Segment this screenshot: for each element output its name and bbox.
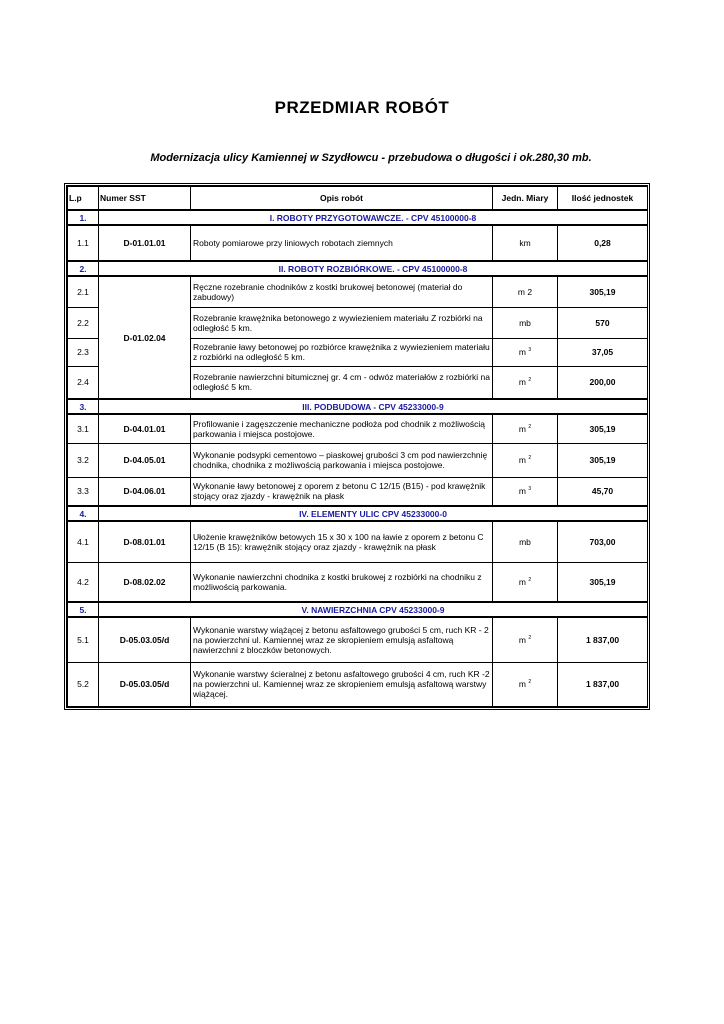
section-number: 3. <box>68 399 99 414</box>
row-unit <box>493 307 558 338</box>
row-description: Wykonanie ławy betonowej z oporem z betonu C 12/15 (B15) - pod krawężnik stojący oraz zjazdy - krawężnik na płask <box>191 477 493 506</box>
row-unit-exponent: 2 <box>528 377 532 384</box>
section-title: II. ROBOTY ROZBIÓRKOWE. - CPV 45100000-8 <box>99 261 648 276</box>
table-row <box>68 225 648 261</box>
row-description: Roboty pomiarowe przy liniowych robotach ziemnych <box>191 225 493 261</box>
row-lp: 4.2 <box>68 562 99 602</box>
row-unit-base: mb <box>519 536 531 547</box>
row-unit-exponent: 2 <box>528 423 532 430</box>
table-row <box>68 414 648 443</box>
header-quantity: Ilość jednostek <box>558 187 648 211</box>
row-unit-base: m <box>518 679 526 689</box>
row-quantity: 305,19 <box>558 276 648 307</box>
row-unit-base: m <box>518 455 526 465</box>
row-quantity: 703,00 <box>558 521 648 562</box>
row-unit-exponent: 2 <box>528 455 532 461</box>
table-row <box>68 443 648 477</box>
table-header-row <box>68 187 648 211</box>
table-row <box>68 276 648 307</box>
row-unit-base: m 2 <box>517 286 533 297</box>
row-sst: D-04.06.01 <box>99 477 191 506</box>
row-quantity: 1 837,00 <box>558 617 648 662</box>
row-sst: D-05.03.05/d <box>99 662 191 706</box>
row-lp: 2.1 <box>68 276 99 307</box>
row-sst: D-01.01.01 <box>99 225 191 261</box>
row-quantity: 45,70 <box>558 477 648 506</box>
row-description: Wykonanie podsypki cementowo – piaskowej grubości 3 cm pod nawierzchnię chodnika, chodnika z możliwością parkowania i miejsca postojowe. <box>191 443 493 477</box>
row-unit <box>493 338 558 366</box>
row-description: Wykonanie nawierzchni chodnika z kostki brukowej z rozbiórki na chodniku z możliwością parkowania. <box>191 562 493 602</box>
row-quantity: 305,19 <box>558 562 648 602</box>
row-lp: 2.2 <box>68 307 99 338</box>
header-lp: L.p <box>68 187 99 211</box>
row-unit-base: m <box>518 347 526 357</box>
section-number: 2. <box>68 261 99 276</box>
row-lp: 3.3 <box>68 477 99 506</box>
row-description: Rozebranie ławy betonowej po rozbiórce krawężnika z wywiezieniem materiału z rozbiórki na odległość 5 km. <box>191 338 493 366</box>
row-description: Wykonanie warstwy ścieralnej z betonu asfaltowego grubości 4 cm, ruch KR -2 na powierzchni ul. Kamiennej wraz ze skropieniem emulsją asfaltową warstwy wiążącej. <box>191 662 493 706</box>
row-unit-base: m <box>518 423 526 434</box>
section-row <box>68 399 648 414</box>
row-unit-base: m <box>518 377 526 388</box>
row-description: Rozebranie nawierzchni bitumicznej gr. 4 cm - odwóz materiałów z rozbiórki na odległość 5 km. <box>191 366 493 399</box>
row-sst: D-05.03.05/d <box>99 617 191 662</box>
row-unit <box>493 562 558 602</box>
row-unit <box>493 477 558 506</box>
row-quantity: 37,05 <box>558 338 648 366</box>
row-quantity: 305,19 <box>558 443 648 477</box>
section-number: 5. <box>68 602 99 617</box>
row-sst: D-08.01.01 <box>99 521 191 562</box>
table-row <box>68 617 648 662</box>
row-quantity: 0,28 <box>558 225 648 261</box>
document-title: PRZEDMIAR ROBÓT <box>274 98 450 117</box>
row-unit <box>493 443 558 477</box>
row-unit-exponent: 2 <box>528 576 532 583</box>
section-row <box>68 506 648 521</box>
row-quantity: 200,00 <box>558 366 648 399</box>
header-sst: Numer SST <box>99 187 191 211</box>
row-unit <box>493 414 558 443</box>
row-description: Profilowanie i zagęszczenie mechaniczne podłoża pod chodnik z możliwością parkowania i miejsca postojowe. <box>191 414 493 443</box>
row-lp: 2.3 <box>68 338 99 366</box>
row-unit <box>493 521 558 562</box>
row-unit-base: m <box>518 486 526 497</box>
section-title: IV. ELEMENTY ULIC CPV 45233000-0 <box>99 506 648 521</box>
row-lp: 2.4 <box>68 366 99 399</box>
header-description: Opis robót <box>191 187 493 211</box>
row-description: Ręczne rozebranie chodników z kostki brukowej betonowej (materiał do zabudowy) <box>191 276 493 307</box>
header-unit: Jedn. Miary <box>493 187 558 211</box>
row-unit <box>493 225 558 261</box>
row-quantity: 305,19 <box>558 414 648 443</box>
row-sst: D-04.05.01 <box>99 443 191 477</box>
row-lp: 3.2 <box>68 443 99 477</box>
row-sst: D-01.02.04 <box>99 276 191 399</box>
table-row <box>68 562 648 602</box>
row-unit-exponent: 3 <box>528 486 532 493</box>
row-unit-exponent: 2 <box>528 679 532 685</box>
section-title: III. PODBUDOWA - CPV 45233000-9 <box>99 399 648 414</box>
section-number: 4. <box>68 506 99 521</box>
row-unit-exponent: 2 <box>528 634 532 641</box>
section-row <box>68 210 648 225</box>
document-subtitle: Modernizacja ulicy Kamiennej w Szydłowcu - przebudowa o długości i ok.280,30 mb. <box>150 152 592 164</box>
row-sst: D-04.01.01 <box>99 414 191 443</box>
row-unit <box>493 617 558 662</box>
row-lp: 1.1 <box>68 225 99 261</box>
row-unit <box>493 366 558 399</box>
row-lp: 4.1 <box>68 521 99 562</box>
section-row <box>68 602 648 617</box>
section-title: V. NAWIERZCHNIA CPV 45233000-9 <box>99 602 648 617</box>
row-unit-base: km <box>519 238 531 248</box>
table-row <box>68 662 648 706</box>
section-number: 1. <box>68 210 99 225</box>
bill-of-quantities-table <box>64 183 650 710</box>
table-row <box>68 521 648 562</box>
row-description: Rozebranie krawężnika betonowego z wywiezieniem materiału Z rozbiórki na odległość 5 km. <box>191 307 493 338</box>
row-quantity: 570 <box>558 307 648 338</box>
row-sst: D-08.02.02 <box>99 562 191 602</box>
table-row <box>68 477 648 506</box>
row-unit-base: m <box>518 576 526 587</box>
row-unit-base: m <box>518 634 526 645</box>
row-unit-base: mb <box>519 317 531 328</box>
row-unit <box>493 662 558 706</box>
row-unit <box>493 276 558 307</box>
section-title: I. ROBOTY PRZYGOTOWAWCZE. - CPV 45100000-8 <box>99 210 648 225</box>
section-row <box>68 261 648 276</box>
row-unit-exponent: 3 <box>528 347 532 353</box>
row-quantity: 1 837,00 <box>558 662 648 706</box>
row-description: Ułożenie krawężników betowych 15 x 30 x 100 na ławie z oporem z betonu C 12/15 (B 15): krawężnik stojący oraz zjazdy - krawężnik na płask <box>191 521 493 562</box>
row-lp: 5.1 <box>68 617 99 662</box>
row-lp: 5.2 <box>68 662 99 706</box>
row-description: Wykonanie warstwy wiążącej z betonu asfaltowego grubości 5 cm, ruch KR - 2 na powierzchni ul. Kamiennej wraz ze skropieniem emulsją asfaltową nawierzchni z bloczków betonowych. <box>191 617 493 662</box>
row-lp: 3.1 <box>68 414 99 443</box>
